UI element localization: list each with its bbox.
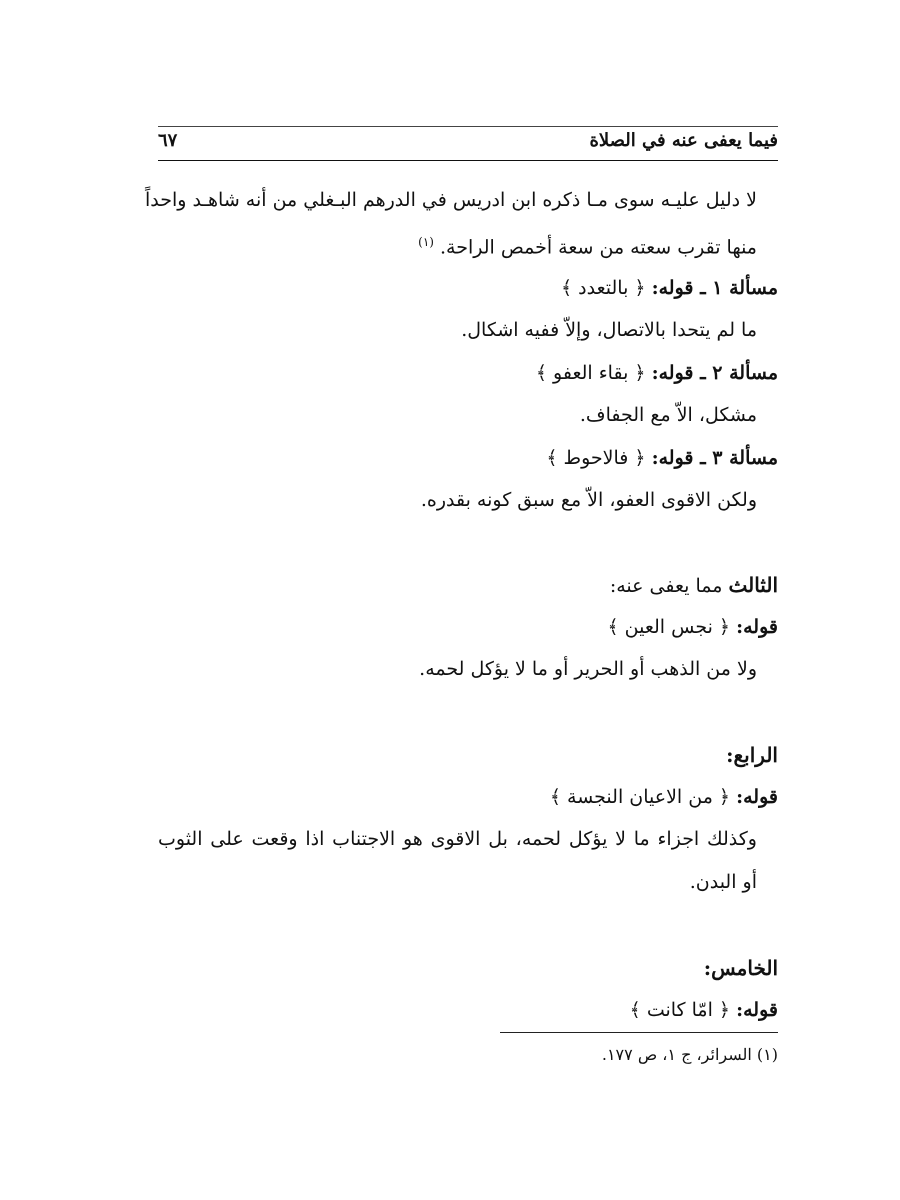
running-header [158, 130, 778, 156]
section-4-text-line: وكذلك اجزاء ما لا يؤكل لحمه، بل الاقوى هو الاجتناب اذا وقعت على الثوب [158, 828, 757, 850]
masala-3 [546, 445, 778, 471]
quoted-phrase: ﴿ فالاحوط ﴾ [546, 447, 646, 469]
paragraph-line: لا دليل عليـه سوى مـا ذكره ابن ادريس في الدرهم البـغلي من أنه شاهـد واحداً [145, 189, 757, 211]
footnote-rule [500, 1032, 778, 1033]
masala-2 [536, 360, 778, 386]
masala-3-text: ولكن الاقوى العفو، الاّ مع سبق كونه بقدره. [420, 489, 757, 511]
section-5-heading [704, 955, 778, 982]
qawluhu-label: قوله: [736, 786, 778, 808]
section-heading: الخامس: [703, 956, 778, 980]
section-5-quote [630, 997, 778, 1023]
footnote-reference: (١) [418, 235, 434, 249]
section-heading-rest: مما يعفى عنه: [609, 575, 723, 597]
section-heading: الثالث [728, 573, 778, 597]
running-title: فيما يعفى عنه في الصلاة [589, 130, 778, 151]
masala-label: مسألة ٣ ـ قوله: [651, 447, 778, 469]
masala-1-text: ما لم يتحدا بالاتصال، وإلاّ ففيه اشكال. [461, 319, 757, 341]
qawluhu-label: قوله: [736, 999, 778, 1021]
section-3-quote [607, 614, 778, 640]
top-rule [158, 126, 778, 127]
masala-label: مسألة ١ ـ قوله: [651, 277, 778, 299]
header-rule [158, 160, 778, 161]
quoted-phrase: ﴿ من الاعيان النجسة ﴾ [549, 786, 731, 808]
quoted-phrase: ﴿ بقاء العفو ﴾ [535, 362, 646, 384]
footnote: (١) السرائر، ج ١، ص ١٧٧. [601, 1045, 778, 1064]
section-4-text-line: أو البدن. [689, 871, 757, 893]
qawluhu-label: قوله: [736, 616, 778, 638]
masala-2-text: مشكل، الاّ مع الجفاف. [579, 404, 757, 426]
masala-label: مسألة ٢ ـ قوله: [651, 362, 778, 384]
section-4-heading [726, 742, 778, 769]
masala-1 [561, 275, 778, 301]
quoted-phrase: ﴿ نجس العين ﴾ [607, 616, 731, 638]
section-3-heading [610, 572, 778, 599]
section-4-quote [550, 784, 778, 810]
section-heading: الرابع: [726, 743, 778, 767]
page-number: ٦٧ [158, 130, 178, 151]
quoted-phrase: ﴿ بالتعدد ﴾ [560, 277, 646, 299]
quoted-phrase: ﴿ امّا كانت ﴾ [629, 999, 731, 1021]
section-3-text: ولا من الذهب أو الحرير أو ما لا يؤكل لحمه. [419, 658, 757, 680]
paragraph-text: منها تقرب سعته من سعة أخمص الراحة. [440, 236, 757, 259]
paragraph-line [418, 229, 757, 260]
